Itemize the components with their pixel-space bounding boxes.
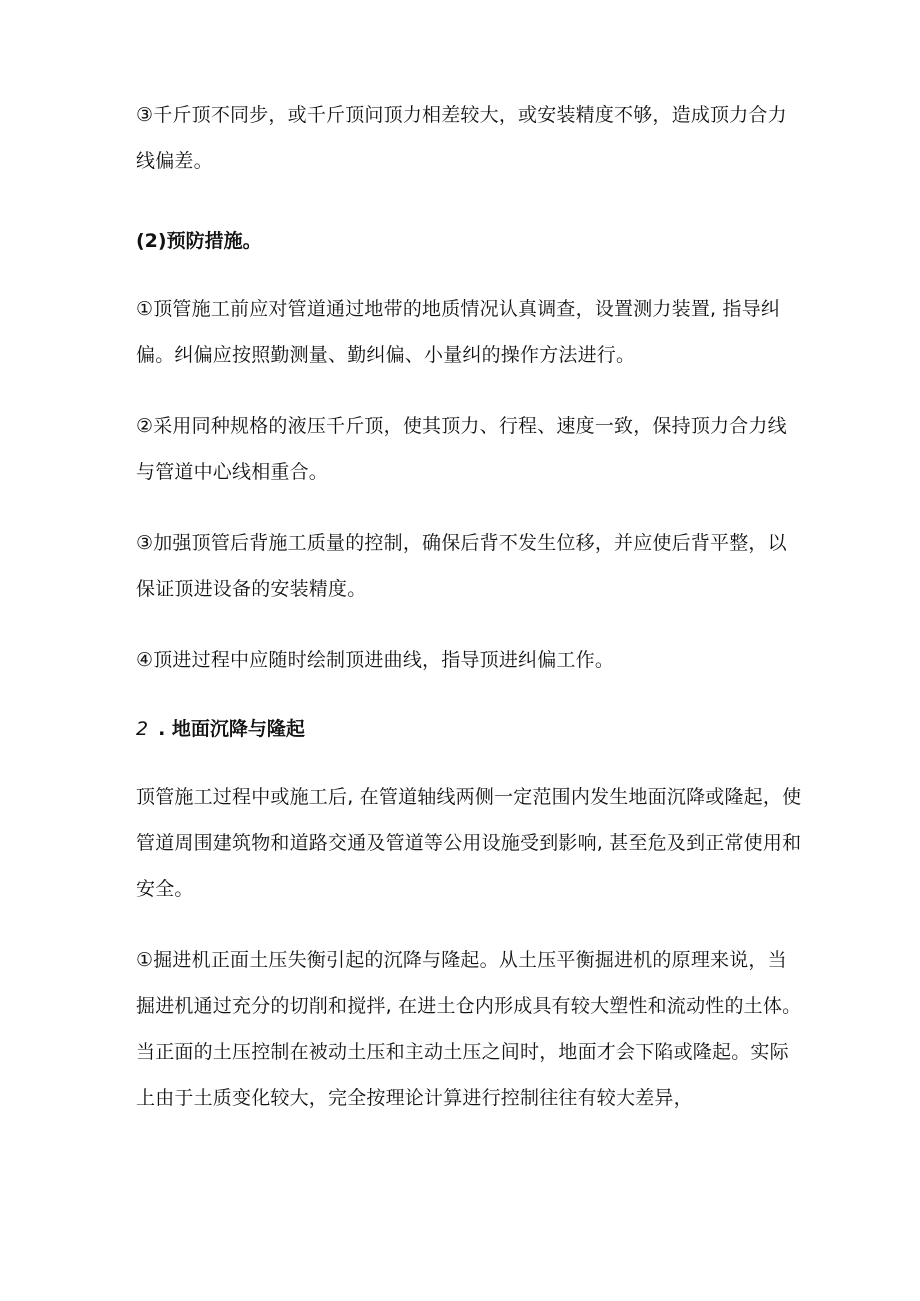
paragraph-measure-3: ③加强顶管后背施工质量的控制，确保后背不发生位移，并应使后背平整，以保证顶进设备的安装精度。: [136, 532, 787, 600]
paragraph-measure-4: ④顶进过程中应随时绘制顶进曲线，指导顶进纠偏工作。: [136, 649, 615, 671]
paragraph-settlement-cause-1: ①掘进机正面土压失衡引起的沉降与隆起。从土压平衡掘进机的原理来说，当掘进机通过充分的切削和搅拌, 在进土仓内形成具有较大塑性和流动性的土体。当正面的土压控制在被动土压和主动土压之间时，地面才会下陷或隆起。实际上由于土质变化较大，完全按理论计算进行控制往往有较大差异，: [136, 949, 802, 1109]
heading-ground-settlement: [136, 706, 305, 752]
paragraph-cause-3: ③千斤顶不同步，或千斤顶问顶力相差较大，或安装精度不够，造成顶力合力线偏差。: [136, 104, 787, 172]
paragraph-measure-1: ①顶管施工前应对管道通过地带的地质情况认真调查，设置测力装置, 指导纠偏。纠偏应按照勤测量、勤纠偏、小量纠的操作方法进行。: [136, 298, 781, 366]
paragraph-measure-2: ②采用同种规格的液压千斤顶，使其顶力、行程、速度一致，保持顶力合力线与管道中心线相重合。: [136, 415, 787, 483]
section-number: 2: [136, 718, 149, 740]
paragraph-settlement-intro: 顶管施工过程中或施工后, 在管道轴线两侧一定范围内发生地面沉降或隆起，使管道周围建筑物和道路交通及管道等公用设施受到影响, 甚至危及到正常使用和安全。: [136, 786, 802, 900]
heading-prevention-measures: (2)预防措施。: [136, 230, 262, 252]
section-title: . 地面沉降与隆起: [158, 718, 305, 740]
